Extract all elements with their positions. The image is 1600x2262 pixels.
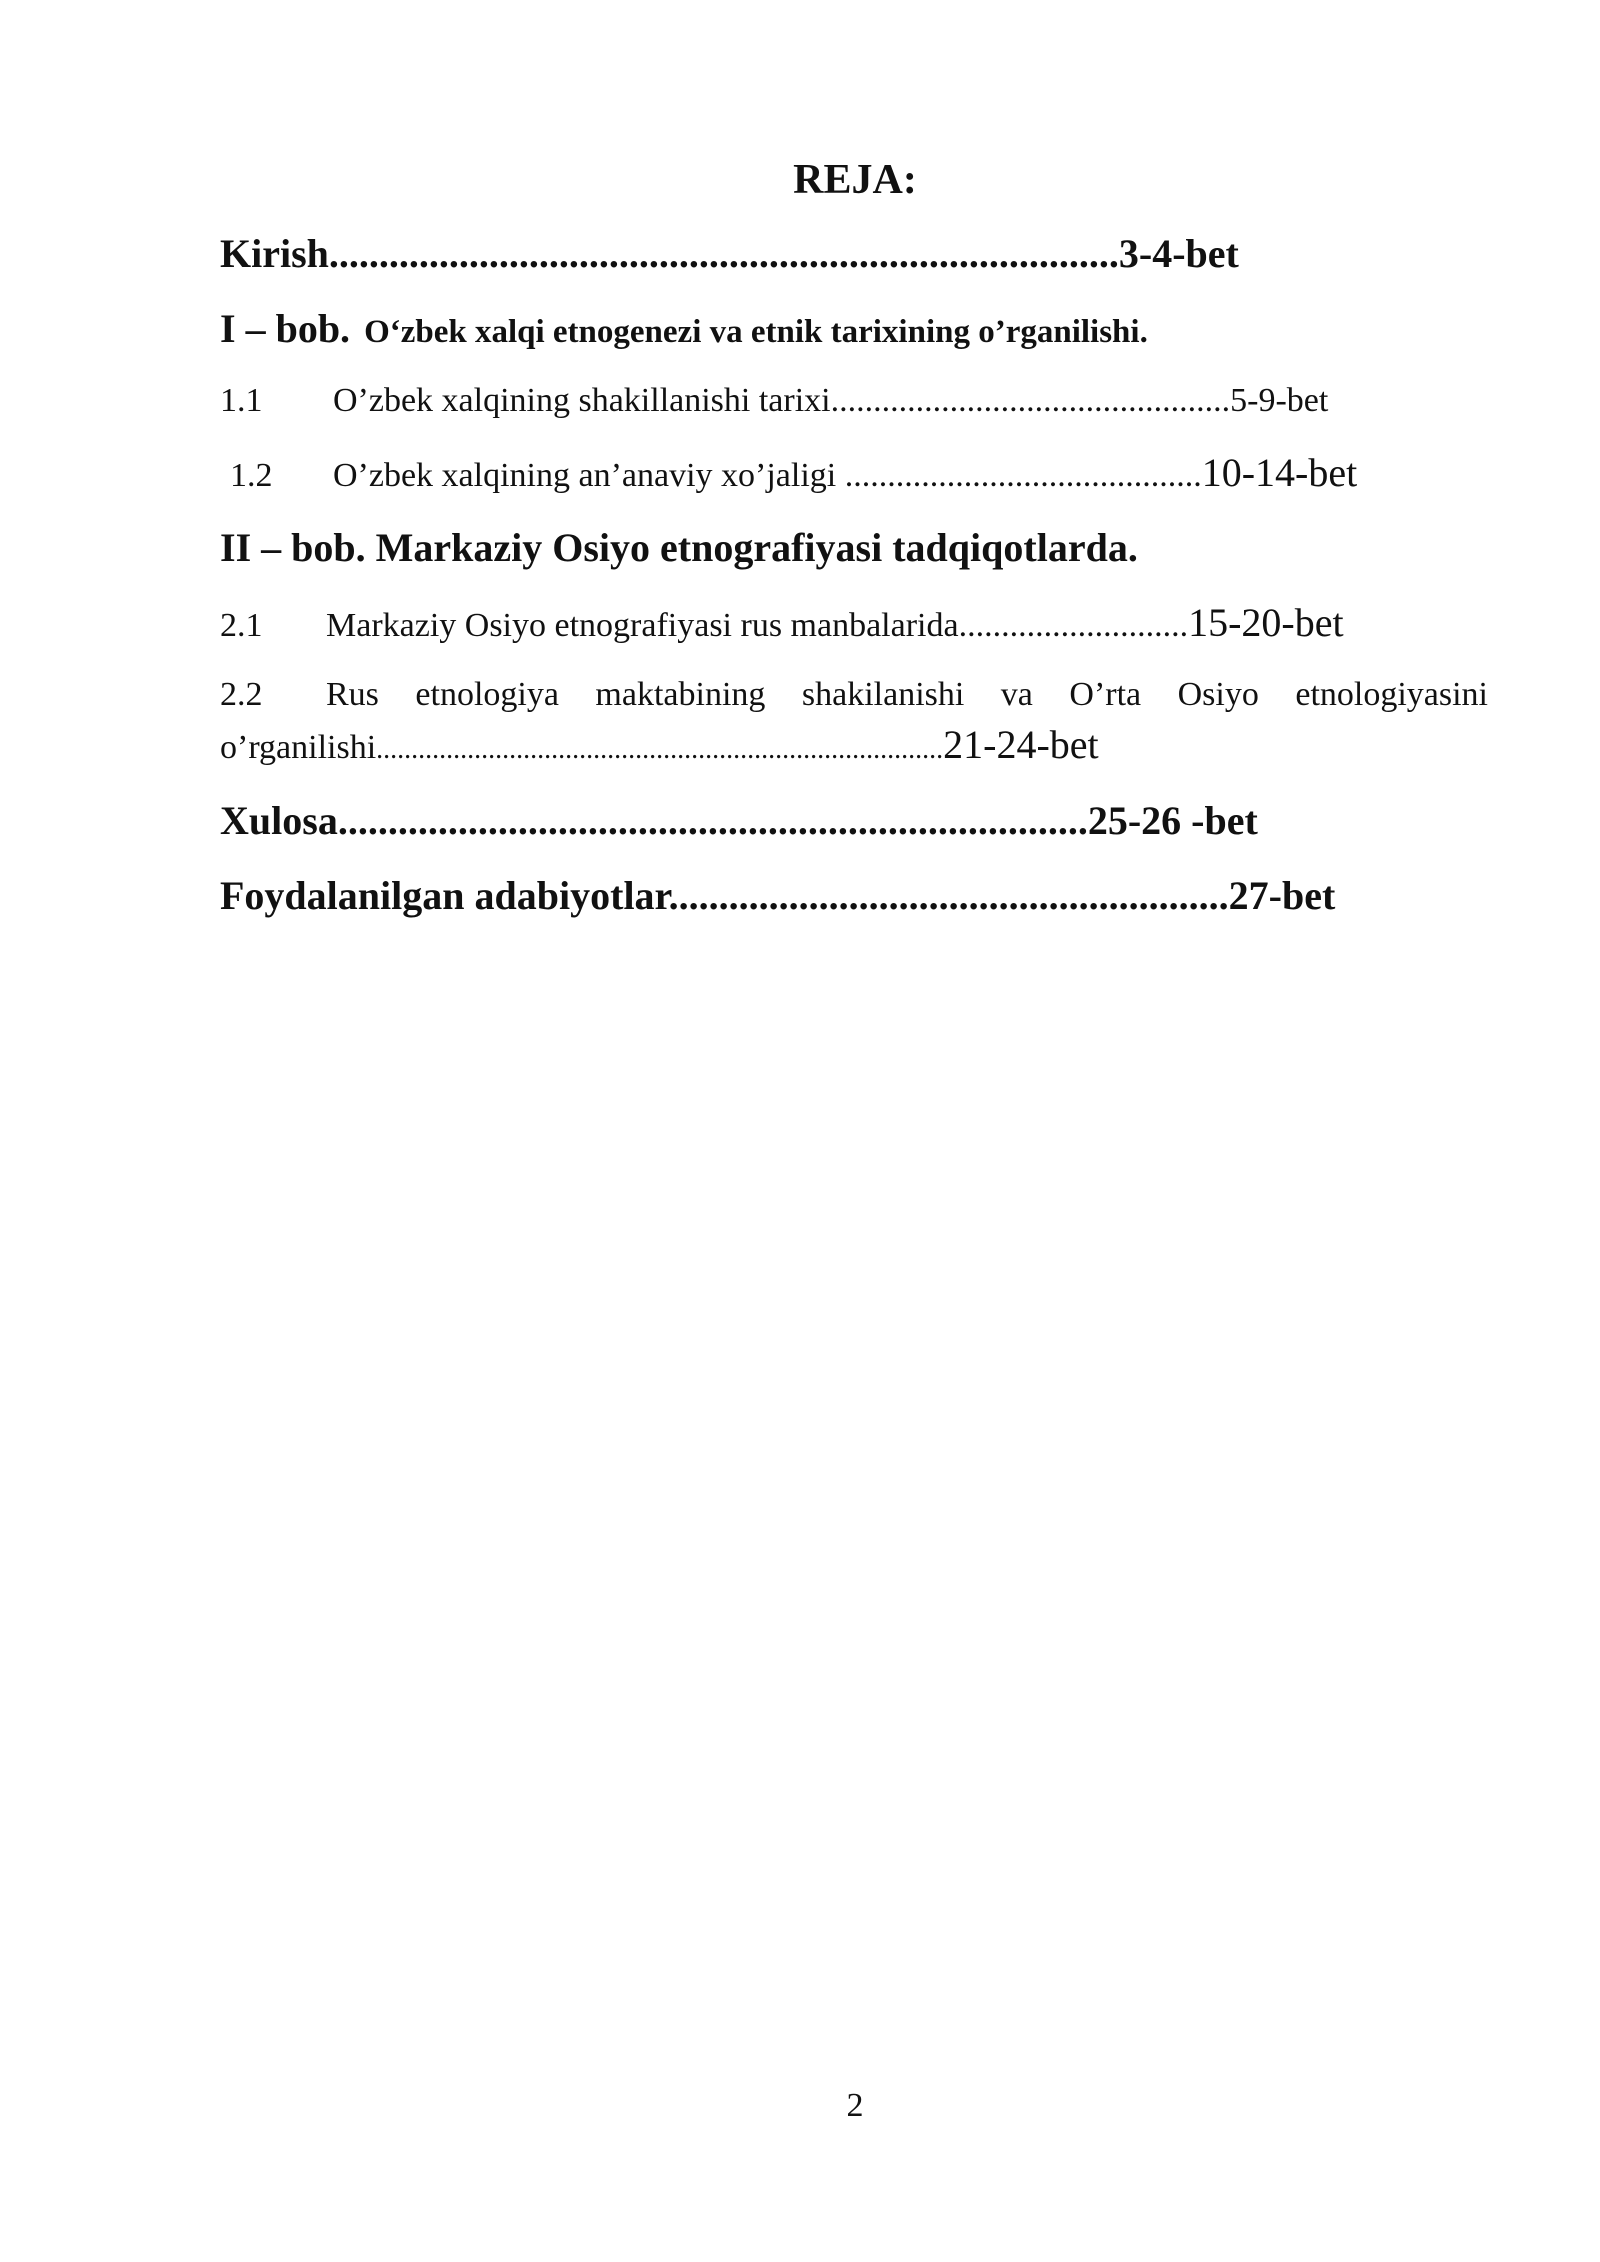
toc-page-range: 15-20-bet bbox=[1188, 600, 1344, 645]
toc-leader-dots: ........................................................................... bbox=[337, 798, 1088, 843]
toc-label-continued: o’rganilishi bbox=[220, 729, 377, 766]
toc-label: Foydalanilgan adabiyotlar bbox=[220, 873, 669, 918]
toc-entry-2-2-line-2 bbox=[220, 722, 1490, 773]
toc-entry-2-2-line-1 bbox=[220, 672, 1488, 718]
toc-leader-dots: ............................................... bbox=[830, 382, 1231, 419]
toc-page-range: 27-bet bbox=[1228, 873, 1336, 918]
toc-entry-xulosa bbox=[220, 795, 1495, 847]
page-title: REJA: bbox=[793, 157, 917, 203]
toc-page-range: 3-4-bet bbox=[1118, 231, 1239, 276]
toc-label: Markaziy Osiyo etnografiyasi rus manbalarida bbox=[326, 607, 959, 644]
toc-entry-kirish bbox=[220, 228, 1480, 280]
section-number: 1.1 bbox=[220, 382, 263, 419]
section-number: 2.1 bbox=[220, 607, 263, 644]
toc-label: Rus etnologiya maktabining shakilanishi va O’rta Osiyo etnologiyasini bbox=[326, 676, 1488, 713]
toc-leader-dots: ........................... bbox=[958, 607, 1189, 644]
toc-chapter-2 bbox=[220, 522, 1480, 574]
toc-page-range: 21-24-bet bbox=[943, 722, 1099, 767]
section-number: 1.2 bbox=[230, 457, 273, 494]
toc-leader-dots: .......................................... bbox=[836, 457, 1202, 494]
toc-page-range: 25-26 -bet bbox=[1087, 798, 1258, 843]
toc-label: O’zbek xalqining an’anaviy xo’jaligi bbox=[333, 457, 837, 494]
toc-label: Kirish bbox=[220, 231, 329, 276]
toc-entry-1-1 bbox=[220, 378, 1460, 424]
page-number: 2 bbox=[846, 2087, 864, 2124]
toc-label: Xulosa bbox=[220, 798, 338, 843]
toc-leader-dots: ................................................................................. bbox=[376, 734, 944, 765]
toc-chapter-1 bbox=[220, 303, 1480, 364]
toc-entry-adabiyotlar bbox=[220, 870, 1485, 922]
chapter-title: II – bob. Markaziy Osiyo etnografiyasi tadqiqotlarda. bbox=[220, 525, 1138, 570]
section-number: 2.2 bbox=[220, 676, 263, 713]
toc-page-range: 10-14-bet bbox=[1201, 450, 1358, 495]
toc-label: O’zbek xalqining shakillanishi tarixi bbox=[333, 382, 831, 419]
toc-leader-dots: ........................................................ bbox=[668, 873, 1229, 918]
toc-page-range: 5-9-bet bbox=[1230, 382, 1329, 419]
toc-entry-1-2 bbox=[230, 450, 1490, 499]
chapter-title: O‘zbek xalqi etnogenezi va etnik tarixining o’rganilishi. bbox=[364, 314, 1148, 350]
toc-entry-2-1 bbox=[220, 600, 1490, 649]
toc-leader-dots: ............................................................................... bbox=[328, 231, 1119, 276]
chapter-prefix: I – bob. bbox=[220, 306, 351, 351]
